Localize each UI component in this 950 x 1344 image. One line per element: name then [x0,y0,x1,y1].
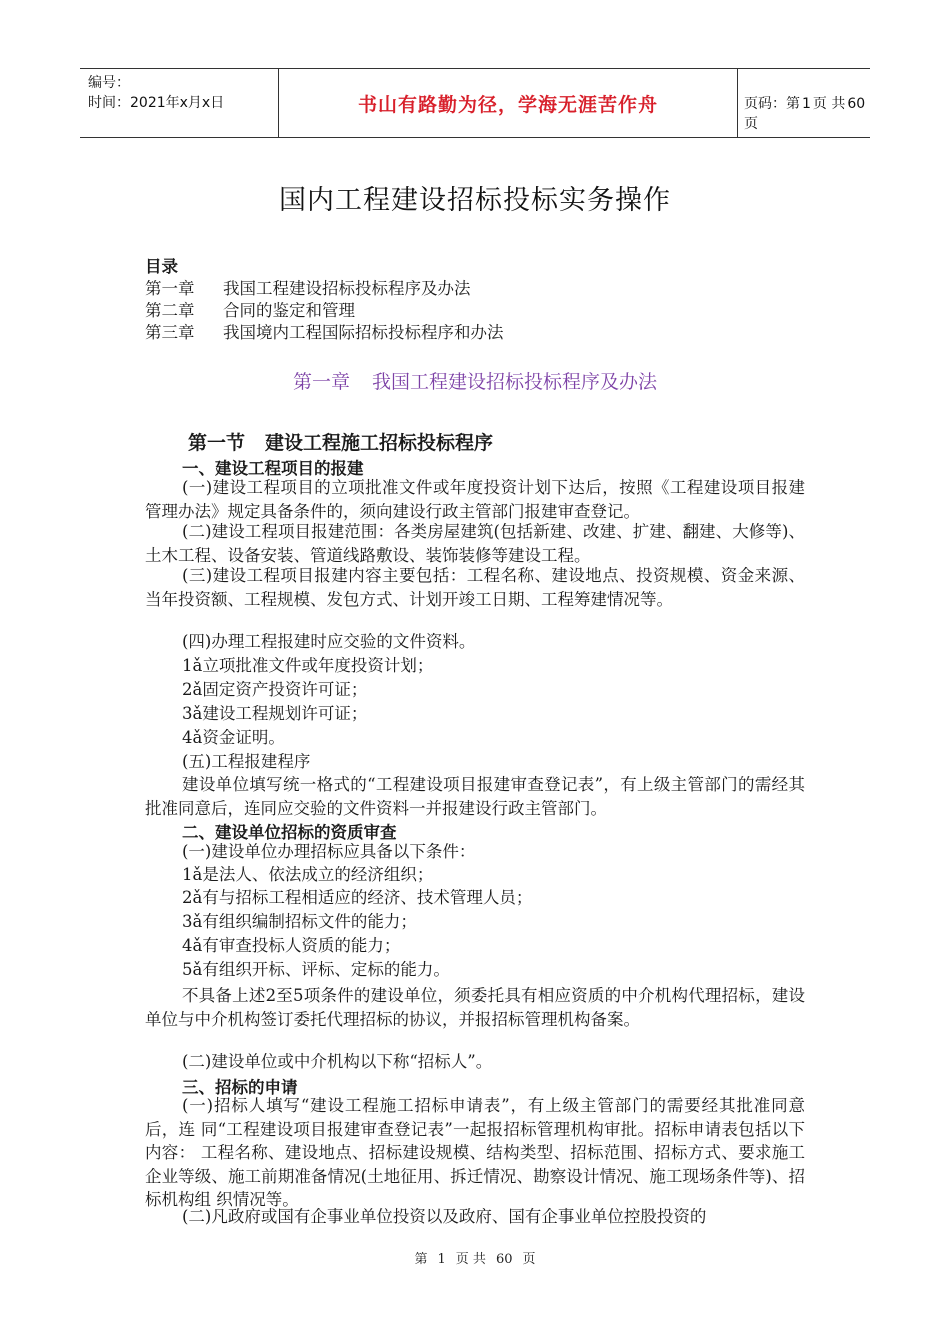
list-item: 4ǎ资金证明。 [182,728,285,747]
page-number: 1 [802,96,811,112]
paragraph: (一)建设单位办理招标应具备以下条件： [182,842,476,861]
paragraph: (三)建设工程项目报建内容主要包括：工程名称、建设地点、投资规模、资金来源、当年投资额、工程规模、发包方式、计划开竣工日期、工程筹建情况等。 [145,566,805,609]
toc-heading: 目录 [145,257,178,276]
paragraph: 建设单位填写统一格式的“工程建设项目报建审查登记表”，有上级主管部门的需经其批准同意后，连同应交验的文件资料一并报建设行政主管部门。 [145,775,805,818]
paragraph: (二)建设单位或中介机构以下称“招标人”。 [182,1052,493,1071]
subheading: 三、招标的申请 [182,1078,298,1097]
paragraph: (二)建设工程项目报建范围：各类房屋建筑(包括新建、改建、扩建、翻建、大修等)、土木工程、设备安装、管道线路敷设、装饰装修等建设工程。 [145,522,805,565]
list-item: 1ǎ立项批准文件或年度投资计划； [182,656,434,675]
toc-item[interactable]: 第一章 我国工程建设招标投标程序及办法 [145,279,471,298]
paragraph: (一)建设工程项目的立项批准文件或年度投资计划下达后，按照《工程建设项目报建管理办法》规定具备条件的，须向建设行政主管部门报建审查登记。 [145,478,805,521]
page-footer: 第 1 页 共 60 页 [414,1252,536,1267]
list-item: 2ǎ固定资产投资许可证； [182,680,368,699]
list-item: 3ǎ有组织编制招标文件的能力； [182,912,417,931]
document-title: 国内工程建设招标投标实务操作 [279,185,671,216]
list-item: 5ǎ有组织开标、评标、定标的能力。 [182,960,450,979]
paragraph: (二)凡政府或国有企事业单位投资以及政府、国有企事业单位控股投资的 [182,1207,707,1226]
header-meta [88,73,278,113]
paragraph: (五)工程报建程序 [182,752,311,771]
toc-item[interactable]: 第二章 合同的鉴定和管理 [145,301,355,320]
list-item: 4ǎ有审查投标人资质的能力； [182,936,401,955]
page-total: 60 [847,96,866,112]
table-of-contents [145,256,504,344]
motto: 书山有路勤为径，学海无涯苦作舟 [278,69,738,137]
footer-page-number: 1 [437,1252,446,1267]
paragraph: 不具备上述2至5项条件的建设单位，须委托具有相应资质的中介机构代理招标，建设单位与中介机构签订委托代理招标的协议，并报招标管理机构备案。 [145,986,805,1029]
list-item: 1ǎ是法人、依法成立的经济组织； [182,865,434,884]
list-item: 3ǎ建设工程规划许可证； [182,704,368,723]
paragraph: (一)招标人填写“建设工程施工招标申请表”，有上级主管部门的需要经其批准同意后，连 同“工程建设项目报建审查登记表”一起报招标管理机构审批。招标申请表包括以下内容： 工程名称、建设地点、招标建设规模、结构类型、招标范围、招标方式、要求施工企业等级、施工前期准备情况(土地征用、拆迁情况、勘察设计情况、施工现场条件等)、招标机构组 织情况等。 [145,1096,805,1209]
toc-item[interactable]: 第三章 我国境内工程国际招标投标程序和办法 [145,323,504,342]
page-header [80,68,870,138]
time-label: 时间：2021年x月x日 [88,95,225,111]
list-item: 2ǎ有与招标工程相适应的经济、技术管理人员； [182,888,533,907]
number-label: 编号： [88,75,130,91]
footer-page-total: 60 [495,1252,513,1267]
page-indicator: 页码：第 1 页 共 60页 [744,96,866,132]
subheading: 一、建设工程项目的报建 [182,459,364,478]
subheading: 二、建设单位招标的资质审查 [182,823,397,842]
paragraph: (四)办理工程报建时应交验的文件资料。 [182,632,476,651]
chapter-heading: 第一章 我国工程建设招标投标程序及办法 [292,371,658,393]
section-heading: 第一节 建设工程施工招标投标程序 [188,432,494,454]
